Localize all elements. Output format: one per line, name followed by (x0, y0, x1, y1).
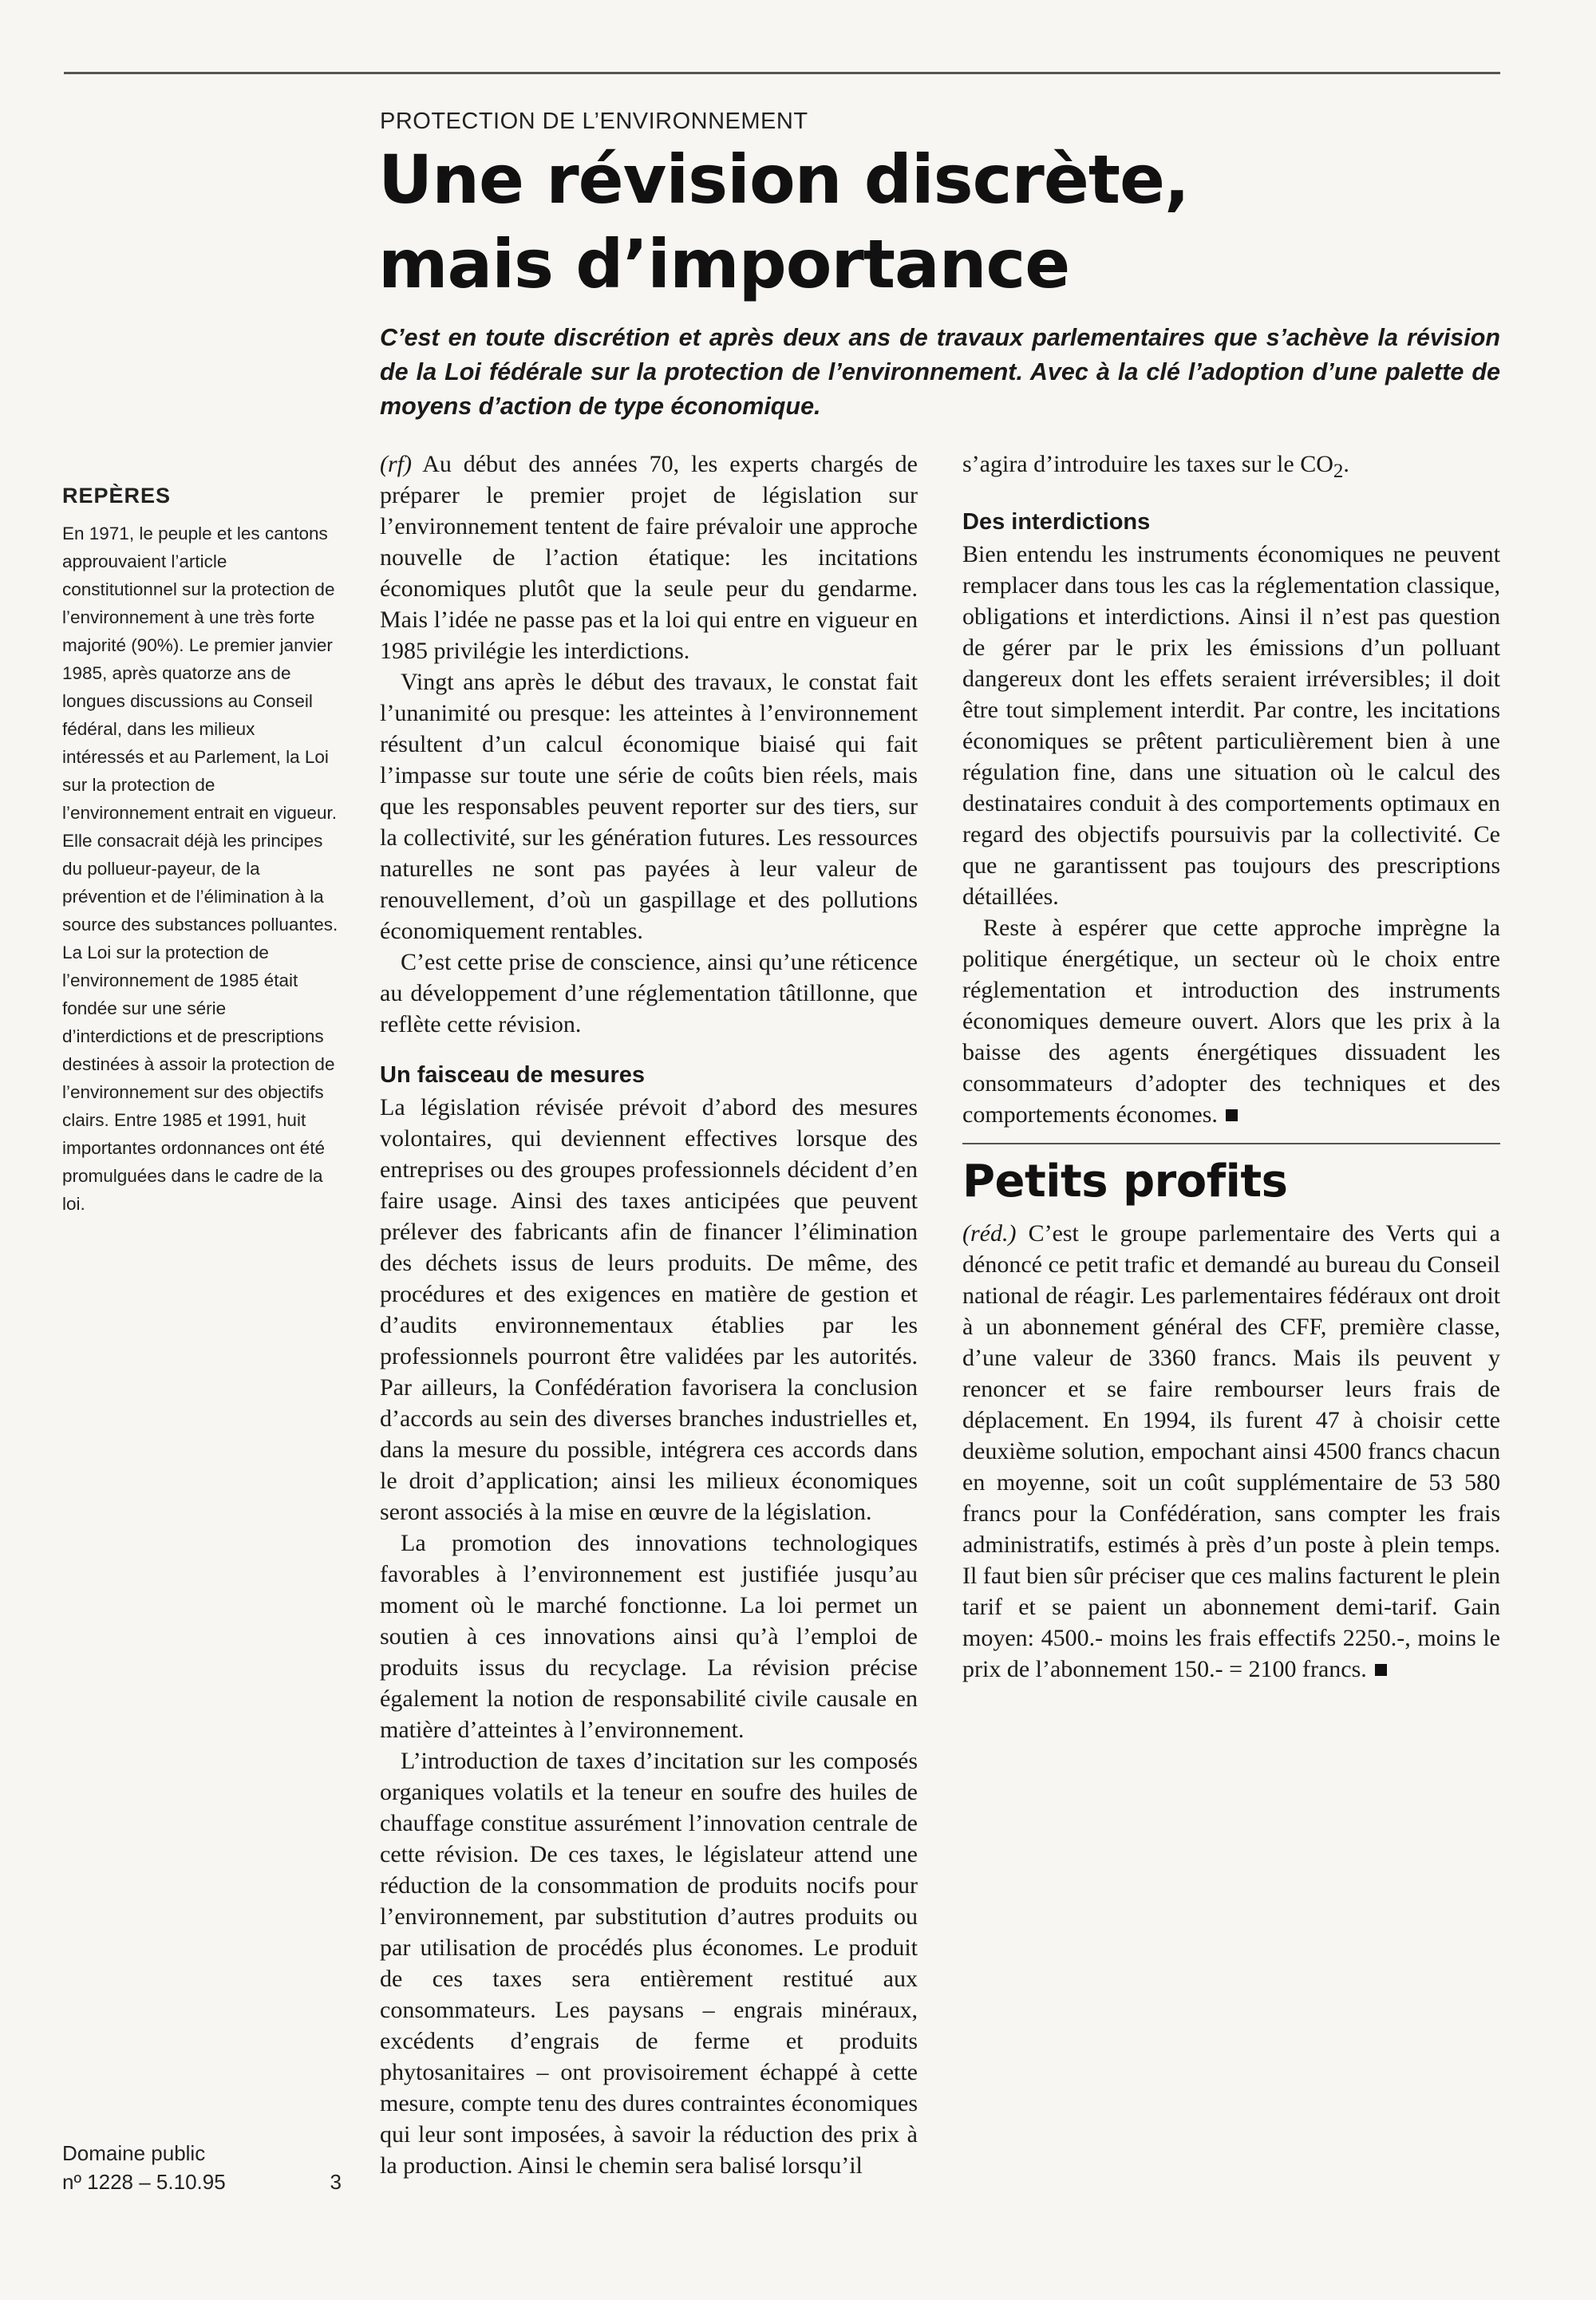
article-paragraph-6-continued: s’agira d’introduire les taxes sur le $CO_2$. (962, 451, 1349, 482)
footer-issue: nº 1228 – 5.10.95 (62, 2170, 226, 2194)
article-kicker: PROTECTION DE L’ENVIRONNEMENT (380, 109, 808, 134)
footer-publication: Domaine public (62, 2141, 206, 2165)
sidebar-text: En 1971, le peuple et les cantons approuvaient l’article constitutionnel sur la protection de l’environnement à une très forte majorité (90%). Le premier janvier 1985, après quatorze ans de longues discussions au Conseil fédéral, dans les milieux intéressés et au Parlement, la Loi sur la protection de l’environnement entrait en vigueur. Elle consacrait déjà les principes du pollueur-payeur, de la prévention et de l’élimination à la source des substances polluantes. La Loi sur la protection de l’environnement de 1985 était fondée sur une série d’interdictions et de prescriptions destinées à assoir la protection de l’environnement sur des objectifs clairs. Entre 1985 et 1991, huit importantes ordonnances ont été promulguées dans le cadre de la loi. (62, 524, 338, 1214)
article-byline: (rf) (380, 451, 412, 477)
end-mark (1375, 1664, 1387, 1676)
article-column-1 (380, 449, 918, 2181)
headline-line-1: Une révision discrète, (378, 140, 1189, 219)
footer-issue-line (62, 2168, 342, 2196)
sidebar-reperes (62, 482, 340, 1218)
article-paragraph-6: L’introduction de taxes d’incitation sur les composés organiques volatils et la teneur en soufre des huiles de chauffage constitue assurément l’innovation centrale de cette révision. De ces taxes, le législateur attend une réduction de la consommation de produits nocifs pour l’environnement, par substitution d’autres produits ou par utilisation de procédés plus économes. Le produit de ces taxes sera entièrement restitué aux consommateurs. Les paysans – engrais minéraux, excédents d’engrais de ferme et produits phytosanitaires – ont provisoirement échappé à cette mesure, compte tenu des dures contraintes économiques qui leur sont imposées, à savoir la réduction des prix à la production. Ainsi le chemin sera balisé lorsqu’il (380, 1748, 918, 2179)
article-paragraph-2: Vingt ans après le début des travaux, le constat fait l’unanimité ou presque: les atteintes à l’environnement résultent d’un calcul économique biaisé qui fait l’impasse sur toute une série de coûts bien réels, mais que les responsables peuvent reporter sur des tiers, sur la collectivité, sur les génération futures. Les ressources naturelles ne sont pas payées à leur valeur de renouvellement, d’où un gaspillage et des pollutions économiquement rentables. (380, 669, 918, 944)
article-paragraph-3: C’est cette prise de conscience, ainsi qu’une réticence au développement d’une réglementation tâtillonne, que reflète cette révision. (380, 949, 918, 1037)
subheading-interdictions: Des interdictions (962, 509, 1151, 535)
page-footer (62, 2139, 342, 2196)
article-lead: C’est en toute discrétion et après deux ans de travaux parlementaires que s’achève la révision de la Loi fédérale sur la protection de l’environnement. Avec à la clé l’adoption d’une palette de moyens d’action de type économique. (380, 324, 1500, 420)
article-paragraph-4: La législation révisée prévoit d’abord des mesures volontaires, qui deviennent effectives lorsque des entreprises ou des groupes professionnels décident d’en faire usage. Ainsi des taxes anticipées que peuvent prélever des fabricants afin de financer l’élimination des déchets issus de leurs produits. De même, des procédures et des exigences en matière de gestion et d’audits environnementaux établies par les professionnels pourront être validées par les autorités. Par ailleurs, la Confédération favorisera la conclusion d’accords au sein des diverses branches industrielles et, dans la mesure du possible, intégrera ces accords dans le droit d’application; ainsi les milieux économiques seront associés à la mise en œuvre de la législation. (380, 1094, 918, 1525)
section-divider (962, 1143, 1500, 1144)
top-rule (64, 72, 1500, 74)
headline-line-2: mais d’importance (378, 225, 1070, 303)
petits-profits-title: Petits profits (962, 1156, 1288, 1207)
article-paragraph-5: La promotion des innovations technologiques favorables à l’environnement est justifiée jusqu’au moment où le marché fonctionne. La loi permet un soutien à ces innovations ainsi qu’à l’emploi de produits issus du recyclage. La révision précise également la notion de responsabilité civile causale en matière d’atteintes à l’environnement. (380, 1530, 918, 1743)
page-number: 3 (330, 2170, 342, 2194)
article-paragraph-7: Bien entendu les instruments économiques ne peuvent remplacer dans tous les cas la réglementation classique, obligations et interdictions. Ainsi il n’est pas question de gérer par le prix les émissions d’un polluant dangereux dont les effets seraient irréversibles; il doit être tout simplement interdit. Par contre, les incitations économiques se prêtent particulièrement bien à une régulation fine, dans une situation où le calcul des destinataires conduit à des comportements optimaux en regard des objectifs poursuivis par la collectivité. Ce que ne garantissent pas toujours des prescriptions détaillées. (962, 541, 1500, 910)
article-paragraph-8: Reste à espérer que cette approche imprègne la politique énergétique, un secteur où le choix entre réglementation et introduction des instruments économiques demeure ouvert. Alors que les prix à la baisse des agents énergétiques dissuadent les consommateurs d’adopter des techniques et des comportements économes. (962, 915, 1500, 1128)
petits-byline: (réd.) (962, 1220, 1017, 1247)
article-headline (378, 137, 1336, 306)
end-mark (1226, 1109, 1238, 1121)
sidebar-title: REPÈRES (62, 484, 172, 508)
subheading-faisceau: Un faisceau de mesures (380, 1062, 646, 1088)
article-paragraph-1: (rf) Au début des années 70, les experts chargés de préparer le premier projet de législation sur l’environnement tentent de faire prévaloir une approche nouvelle de l’action étatique: les incitations économiques plutôt que la seule peur du gendarme. Mais l’idée ne passe pas et la loi qui entre en vigueur en 1985 privilégie les interdictions. (380, 451, 918, 664)
article-column-2 (962, 449, 1500, 1685)
petits-profits-text: (réd.) C’est le groupe parlementaire des Verts qui a dénoncé ce petit trafic et demandé au bureau du Conseil national de réagir. Les parlementaires fédéraux ont droit à un abonnement général des CFF, première classe, d’une valeur de 3360 francs. Mais ils peuvent y renoncer et se faire rembourser leurs frais de déplacement. En 1994, ils furent 47 à choisir cette deuxième solution, empochant ainsi 4500 francs chacun en moyenne, soit un coût supplémentaire de 53 580 francs pour la Confédération, sans compter les frais administratifs, estimés à près d’un poste à plein temps. Il faut bien sûr préciser que ces malins facturent le plein tarif et se paient un abonnement demi-tarif. Gain moyen: 4500.- moins les frais effectifs 2250.-, moins le prix de l’abonnement 150.- = 2100 francs. (962, 1220, 1501, 1682)
